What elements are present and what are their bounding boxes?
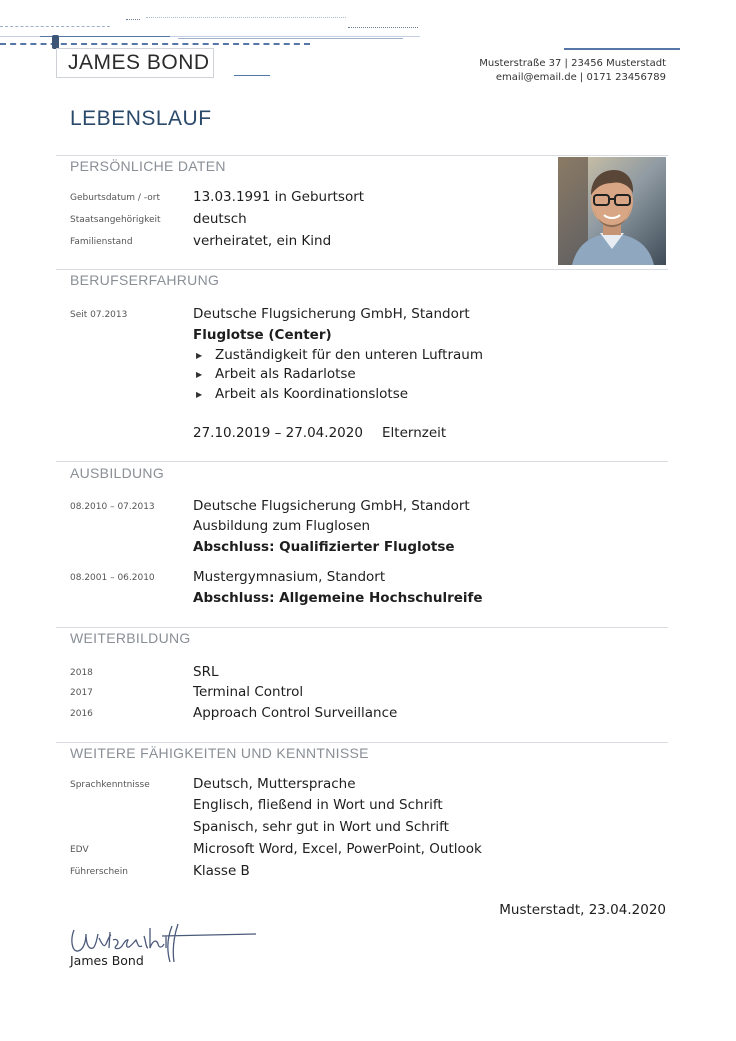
parental-leave-period: 27.10.2019 – 27.04.2020 (193, 425, 363, 441)
language-item: Spanisch, sehr gut in Wort und Schrift (193, 819, 449, 835)
education-degree: Abschluss: Allgemeine Hochschulreife (193, 590, 483, 606)
bullet-triangle-icon: ▶ (196, 350, 203, 360)
section-heading-personal: PERSÖNLICHE DATEN (70, 158, 226, 174)
training-course: SRL (193, 664, 219, 680)
education-institution: Deutsche Flugsicherung GmbH, Standort (193, 498, 470, 514)
label-marital-status: Familienstand (70, 237, 133, 247)
education-institution: Mustergymnasium, Standort (193, 569, 386, 585)
label-languages: Sprachkenntnisse (70, 780, 150, 790)
education-period: 08.2001 – 06.2010 (70, 573, 155, 583)
label-birth: Geburtsdatum / -ort (70, 193, 160, 203)
section-heading-education: AUSBILDUNG (70, 465, 165, 481)
contact-address: Musterstraße 37 | 23456 Musterstadt (479, 58, 666, 69)
profile-photo (558, 157, 666, 265)
section-heading-skills: WEITERE FÄHIGKEITEN UND KENNTNISSE (70, 745, 369, 761)
list-item: ▶ Arbeit als Koordinationslotse (196, 386, 409, 402)
language-item: Deutsch, Muttersprache (193, 776, 356, 792)
value-nationality: deutsch (193, 211, 247, 227)
label-license: Führerschein (70, 867, 128, 877)
contact-email-phone: email@email.de | 0171 23456789 (495, 72, 666, 83)
label-edv: EDV (70, 845, 89, 855)
value-edv: Microsoft Word, Excel, PowerPoint, Outlook (193, 841, 482, 857)
value-marital-status: verheiratet, ein Kind (193, 233, 332, 249)
applicant-name: JAMES BOND (68, 51, 210, 74)
place-date: Musterstadt, 23.04.2020 (499, 902, 666, 918)
language-item: Englisch, fließend in Wort und Schrift (193, 797, 443, 813)
value-birth: 13.03.1991 in Geburtsort (193, 189, 365, 205)
value-license: Klasse B (193, 863, 250, 879)
signature-name: James Bond (70, 953, 144, 968)
label-nationality: Staatsangehörigkeit (70, 215, 161, 225)
bullet-triangle-icon: ▶ (196, 389, 203, 399)
training-course: Terminal Control (193, 684, 304, 700)
experience-role: Fluglotse (Center) (193, 327, 332, 343)
education-degree: Abschluss: Qualifizierter Fluglotse (193, 539, 455, 555)
education-program: Ausbildung zum Fluglosen (193, 518, 371, 534)
section-divider (56, 155, 668, 156)
section-divider (56, 742, 668, 743)
experience-company: Deutsche Flugsicherung GmbH, Standort (193, 306, 470, 322)
bullet-triangle-icon: ▶ (196, 369, 203, 379)
document-title: LEBENSLAUF (70, 107, 212, 130)
training-course: Approach Control Surveillance (193, 705, 398, 721)
section-heading-training: WEITERBILDUNG (70, 630, 191, 646)
list-item: ▶ Arbeit als Radarlotse (196, 366, 356, 382)
list-item: ▶ Zuständigkeit für den unteren Luftraum (196, 347, 483, 363)
section-divider (56, 269, 668, 270)
training-year: 2016 (70, 709, 93, 719)
parental-leave-label: Elternzeit (382, 425, 447, 441)
section-divider (56, 627, 668, 628)
education-period: 08.2010 – 07.2013 (70, 502, 155, 512)
section-divider (56, 461, 668, 462)
training-year: 2018 (70, 668, 93, 678)
training-year: 2017 (70, 688, 93, 698)
section-heading-experience: BERUFSERFAHRUNG (70, 272, 220, 288)
label-experience-since: Seit 07.2013 (70, 310, 128, 320)
